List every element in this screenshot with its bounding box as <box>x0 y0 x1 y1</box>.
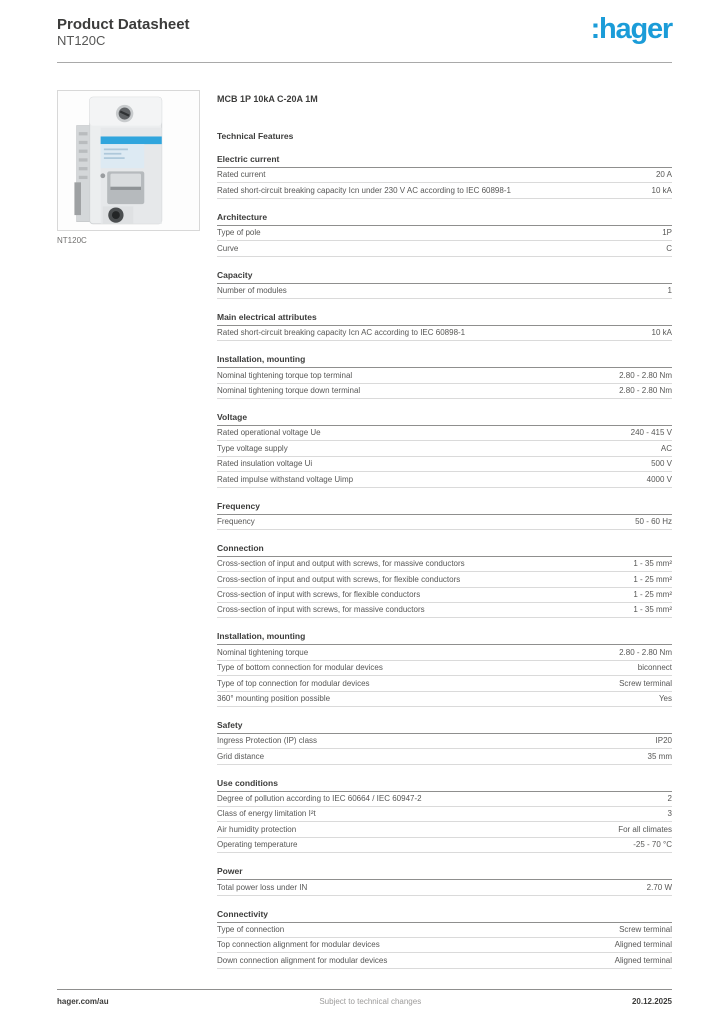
spec-row <box>217 822 672 837</box>
spec-section <box>217 778 672 854</box>
spec-value: 1 - 25 mm² <box>633 574 672 584</box>
spec-row <box>217 807 672 822</box>
product-image-box <box>57 90 200 231</box>
spec-section <box>217 909 672 969</box>
spec-row <box>217 792 672 807</box>
section-title: Voltage <box>217 412 672 426</box>
spec-value: 2 <box>667 794 672 804</box>
spec-value: IP20 <box>655 736 672 746</box>
spec-label: Frequency <box>217 516 255 526</box>
spec-label: Rated short-circuit breaking capacity Icn AC according to IEC 60898-1 <box>217 328 466 338</box>
spec-label: 360° mounting position possible <box>217 693 331 703</box>
spec-value: 2.80 - 2.80 Nm <box>619 370 672 380</box>
spec-row <box>217 368 672 383</box>
section-title: Main electrical attributes <box>217 312 672 326</box>
spec-row <box>217 326 672 341</box>
spec-label: Total power loss under IN <box>217 882 308 892</box>
spec-section <box>217 543 672 619</box>
spec-value: Screw terminal <box>619 924 672 934</box>
footer <box>57 989 672 1006</box>
spec-row <box>217 572 672 587</box>
product-code: NT120C <box>57 33 106 48</box>
section-title: Safety <box>217 720 672 734</box>
spec-value: -25 - 70 °C <box>633 840 672 850</box>
spec-row <box>217 472 672 487</box>
spec-row <box>217 588 672 603</box>
spec-row <box>217 880 672 895</box>
spec-section <box>217 270 672 299</box>
spec-value: 240 - 415 V <box>630 428 672 438</box>
spec-value: AC <box>660 443 672 453</box>
spec-value: 35 mm <box>647 751 672 761</box>
spec-value: For all climates <box>618 824 672 834</box>
footer-website-link[interactable]: hager.com/au <box>57 997 109 1006</box>
spec-label: Grid distance <box>217 751 265 761</box>
header <box>57 13 672 48</box>
spec-value: Screw terminal <box>619 678 672 688</box>
spec-row <box>217 645 672 660</box>
spec-value: 1 - 35 mm² <box>633 559 672 569</box>
spec-section <box>217 312 672 341</box>
footer-disclaimer: Subject to technical changes <box>319 997 422 1006</box>
spec-value: 2.70 W <box>646 882 672 892</box>
spec-label: Nominal tightening torque down terminal <box>217 386 361 396</box>
spec-value: 10 kA <box>651 185 672 195</box>
spec-label: Nominal tightening torque <box>217 647 309 657</box>
spec-row <box>217 384 672 399</box>
product-name: MCB 1P 10kA C-20A 1M <box>217 94 318 104</box>
spec-label: Degree of pollution according to IEC 60664 / IEC 60947-2 <box>217 794 422 804</box>
spec-row <box>217 923 672 938</box>
section-title: Connection <box>217 543 672 557</box>
spec-label: Curve <box>217 243 239 253</box>
section-title: Power <box>217 866 672 880</box>
spec-value: Yes <box>658 693 672 703</box>
spec-label: Class of energy limitation I²t <box>217 809 316 819</box>
spec-row <box>217 457 672 472</box>
spec-value: 2.80 - 2.80 Nm <box>619 647 672 657</box>
spec-row <box>217 692 672 707</box>
spec-value: 1 <box>667 285 672 295</box>
spec-value: 2.80 - 2.80 Nm <box>619 386 672 396</box>
spec-row <box>217 838 672 853</box>
spec-section <box>217 631 672 707</box>
spec-label: Operating temperature <box>217 840 298 850</box>
spec-value: Aligned terminal <box>614 940 672 950</box>
spec-value: 1 - 35 mm² <box>633 605 672 615</box>
spec-label: Type of bottom connection for modular devices <box>217 663 383 673</box>
spec-label: Rated current <box>217 170 266 180</box>
circuit-breaker-image <box>74 95 184 226</box>
spec-label: Rated short-circuit breaking capacity Icn under 230 V AC according to IEC 60898-1 <box>217 185 511 195</box>
spec-row <box>217 241 672 256</box>
spec-section <box>217 354 672 399</box>
spec-row <box>217 557 672 572</box>
spec-row <box>217 676 672 691</box>
main-content <box>57 90 672 969</box>
spec-label: Ingress Protection (IP) class <box>217 736 318 746</box>
spec-label: Top connection alignment for modular devices <box>217 940 380 950</box>
spec-label: Cross-section of input with screws, for massive conductors <box>217 605 425 615</box>
spec-value: C <box>666 243 672 253</box>
section-title: Installation, mounting <box>217 631 672 645</box>
spec-row <box>217 284 672 299</box>
section-title: Connectivity <box>217 909 672 923</box>
spec-value: 1P <box>662 228 672 238</box>
spec-value: 500 V <box>651 459 672 469</box>
spec-section <box>217 720 672 765</box>
spec-label: Type of top connection for modular devices <box>217 678 370 688</box>
section-title: Frequency <box>217 501 672 515</box>
product-image-column <box>57 90 200 245</box>
spec-value: 4000 V <box>646 474 672 484</box>
section-title: Capacity <box>217 270 672 284</box>
spec-row <box>217 953 672 968</box>
section-title: Installation, mounting <box>217 354 672 368</box>
spec-value: 3 <box>667 809 672 819</box>
spec-value: 1 - 25 mm² <box>633 590 672 600</box>
spec-section <box>217 501 672 530</box>
spec-row <box>217 441 672 456</box>
spec-section <box>217 154 672 199</box>
spec-row <box>217 426 672 441</box>
spec-panel <box>217 90 672 969</box>
page-title: Product Datasheet <box>57 16 190 33</box>
spec-label: Rated insulation voltage Ui <box>217 459 313 469</box>
spec-label: Cross-section of input with screws, for flexible conductors <box>217 590 421 600</box>
hager-logo: :hager <box>590 13 672 45</box>
spec-row <box>217 515 672 530</box>
spec-value: 20 A <box>655 170 672 180</box>
spec-section <box>217 866 672 895</box>
features-heading: Technical Features <box>217 131 294 141</box>
spec-row <box>217 603 672 618</box>
spec-label: Nominal tightening torque top terminal <box>217 370 353 380</box>
spec-table <box>217 154 672 969</box>
section-title: Electric current <box>217 154 672 168</box>
spec-label: Cross-section of input and output with screws, for flexible conductors <box>217 574 461 584</box>
spec-label: Number of modules <box>217 285 287 295</box>
spec-label: Type of connection <box>217 924 285 934</box>
spec-value: 50 - 60 Hz <box>635 516 672 526</box>
spec-value: 10 kA <box>651 328 672 338</box>
product-image-caption: NT120C <box>57 236 87 245</box>
section-title: Architecture <box>217 212 672 226</box>
spec-label: Air humidity protection <box>217 824 297 834</box>
spec-row <box>217 168 672 183</box>
footer-date: 20.12.2025 <box>631 997 672 1006</box>
spec-row <box>217 734 672 749</box>
spec-row <box>217 938 672 953</box>
spec-label: Rated impulse withstand voltage Uimp <box>217 474 354 484</box>
spec-value: biconnect <box>637 663 672 673</box>
spec-value: Aligned terminal <box>614 955 672 965</box>
spec-row <box>217 661 672 676</box>
spec-label: Type of pole <box>217 228 261 238</box>
spec-section <box>217 212 672 257</box>
spec-label: Type voltage supply <box>217 443 288 453</box>
spec-label: Rated operational voltage Ue <box>217 428 321 438</box>
spec-label: Cross-section of input and output with screws, for massive conductors <box>217 559 465 569</box>
spec-row <box>217 749 672 764</box>
spec-section <box>217 412 672 488</box>
section-title: Use conditions <box>217 778 672 792</box>
spec-row <box>217 183 672 198</box>
spec-label: Down connection alignment for modular devices <box>217 955 388 965</box>
spec-row <box>217 226 672 241</box>
header-divider <box>57 62 672 63</box>
